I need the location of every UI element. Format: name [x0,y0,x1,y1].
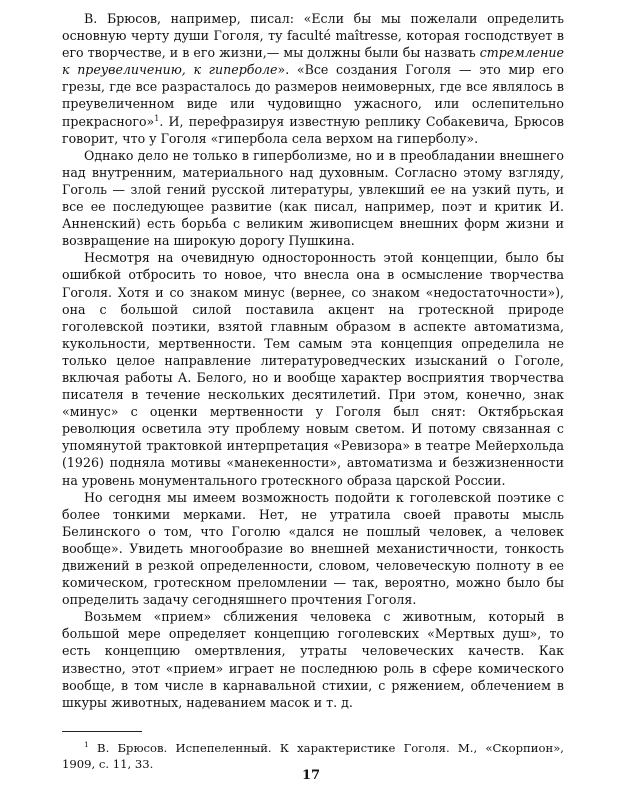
emphasized-phrase: стремление к преувеличению, к гиперболе [62,45,564,78]
footnote-divider [62,731,142,732]
paragraph-text: В. Брюсов, например, писал: «Если бы мы пожелали определить основную черту души Гоголя, ту faculté maîtresse, которая господствует в его творчестве, и в его жизни,— мы должны были бы назвать [62,11,564,61]
paragraph-text: . И, перефразируя известную реплику Собакевича, Брюсов говорит, что у Гоголя «гипербола села верхом на гиперболу». [62,113,564,146]
paragraph-hyperbolism: Однако дело не только в гиперболизме, но и в преобладании внешнего над внутренним, материального над духовным. Согласно этому взгляду, Гоголь — злой гений русской литературы, увлекший ее на узкий путь, и все ее последующее развитие (как писал, например, поэт и критик И. Анненский) есть борьба с великим живописцем внешних форм жизни и возвращение на широкую дорогу Пушкина. [62,147,564,249]
paragraph-device: Возьмем «прием» сближения человека с животным, который в большой мере определяет концепцию гоголевских «Мертвых душ», то есть концепцию омертвления, утраты человеческих качеств. Как известно, этот «прием» играет не последнюю роль в сфере комического вообще, в том числе в карнавальной стихии, с ряжением, облечением в шкуры животных, надеванием масок и т. д. [62,609,564,710]
footnote-reference[interactable]: 1 [154,113,160,123]
paragraph-today: Но сегодня мы имеем возможность подойти к гоголевской поэтике с более тонкими мерками. Нет, не утратила своей правоты мысль Белинского о том, что Гоголю «дался не пошлый человек, а человек вообще». Увидеть многообразие во внешней механистичности, тонкость движений в резкой определенности, словом, человеческую полноту в ее комическом, гротескном преломлении — так, вероятно, можно было бы определить задачу сегодняшнего прочтения Гоголя. [62,489,564,608]
paragraph-text: ». «Все создания Гоголя — это мир его грезы, где все разрасталось до размеров неимоверных, где все являлось в преувеличенном виде или чудовищно ужасного, или ослепительно прекрасного» [62,62,564,129]
page-number: 17 [301,768,321,783]
footnote-text: В. Брюсов. Испепеленный. К характеристике Гоголя. М., «Скорпион», 1909, с. 11, 33. [62,740,564,771]
paragraph-bryusov-quote [62,10,564,147]
paragraph-concept: Несмотря на очевидную односторонность этой концепции, было бы ошибкой отбросить то новое, что внесла она в осмысление творчества Гоголя. Хотя и со знаком минус (вернее, со знаком «недостаточности»), она с большой силой поставила акцент на гротескной природе гоголевской поэтики, взятой главным образом в аспекте автоматизма, кукольности, мертвенности. Тем самым эта концепция определила не только целое направление литературоведческих изысканий о Гоголе, включая работы А. Белого, но и вообще характер восприятия творчества писателя в течение нескольких десятилетий. При этом, конечно, знак «минус» с оценки мертвенности у Гоголя был снят: Октябрьская революция осветила эту проблему новым светом. И потому связанная с упомянутой трактовкой интерпретация «Ревизора» в театре Мейерхольда (1926) подняла мотивы «манекенности», автоматизма и безжизненности на уровень монументального гротескного образа царской России. [62,250,564,488]
main-text [62,10,564,711]
footnote-marker: 1 [84,739,89,749]
